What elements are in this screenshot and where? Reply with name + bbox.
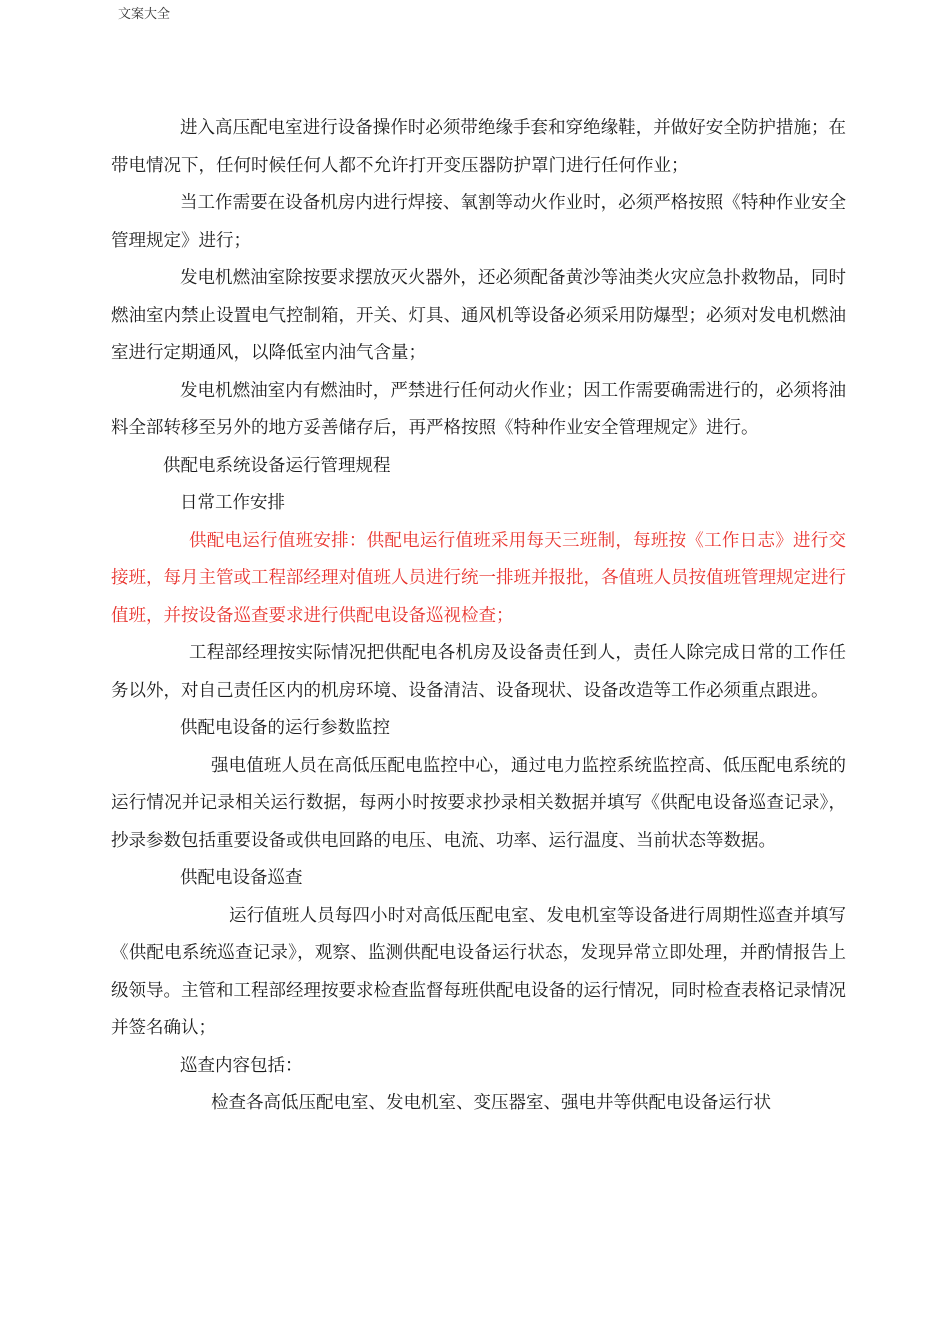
subsection-heading-daily: 日常工作安排 <box>180 493 285 513</box>
subsection-heading-monitoring: 供配电设备的运行参数监控 <box>180 718 390 738</box>
paragraph-monitoring: 强电值班人员在高低压配电监控中心，通过电力监控系统监控高、低压配电系统的运行情况并记录相关运行数据，每两小时按要求抄录相关数据并填写《供配电设备巡查记录》，抄录参数包括重要设备或供电回路的电压、电流、功率、运行温度、当前状态等数据。 <box>111 755 846 851</box>
document-body <box>111 110 846 1123</box>
paragraph-fuel-room-equipment: 发电机燃油室除按要求摆放灭火器外，还必须配备黄沙等油类火灾应急扑救物品，同时燃油室内禁止设置电气控制箱，开关、灯具、通风机等设备必须采用防爆型；必须对发电机燃油室进行定期通风，以降低室内油气含量； <box>111 268 846 363</box>
paragraph-responsibility: 工程部经理按实际情况把供配电各机房及设备责任到人，责任人除完成日常的工作任务以外，对自己责任区内的机房环境、设备清洁、设备现状、设备改造等工作必须重点跟进。 <box>111 643 846 701</box>
paragraph-inspection-content: 检查各高低压配电室、发电机室、变压器室、强电井等供配电设备运行状 <box>211 1093 771 1113</box>
section-heading: 供配电系统设备运行管理规程 <box>163 455 391 476</box>
subsection-heading-inspection-content: 巡查内容包括： <box>180 1055 303 1076</box>
paragraph-fuel-room-fire: 发电机燃油室内有燃油时，严禁进行任何动火作业；因工作需要确需进行的，必须将油料全部转移至另外的地方妥善储存后，再严格按照《特种作业安全管理规定》进行。 <box>111 380 846 438</box>
paragraph-inspection: 运行值班人员每四小时对高低压配电室、发电机室等设备进行周期性巡查并填写《供配电系统巡查记录》，观察、监测供配电设备运行状态，发现异常立即处理，并酌情报告上级领导。主管和工程部经理按要求检查监督每班供配电设备的运行情况，同时检查表格记录情况并签名确认； <box>111 905 846 1038</box>
subsection-heading-inspection: 供配电设备巡查 <box>180 868 303 888</box>
paragraph-duty-schedule: 供配电运行值班安排：供配电运行值班采用每天三班制，每班按《工作日志》进行交接班，每月主管或工程部经理对值班人员进行统一排班并报批，各值班人员按值班管理规定进行值班，并按设备巡查要求进行供配电设备巡视检查； <box>111 530 846 626</box>
header-mark: 文案大全 <box>118 7 171 22</box>
paragraph-hot-work: 当工作需要在设备机房内进行焊接、氧割等动火作业时，必须严格按照《特种作业安全管理规定》进行； <box>111 193 846 251</box>
paragraph-high-voltage-safety: 进入高压配电室进行设备操作时必须带绝缘手套和穿绝缘鞋，并做好安全防护措施；在带电情况下，任何时候任何人都不允许打开变压器防护罩门进行任何作业； <box>111 118 846 176</box>
